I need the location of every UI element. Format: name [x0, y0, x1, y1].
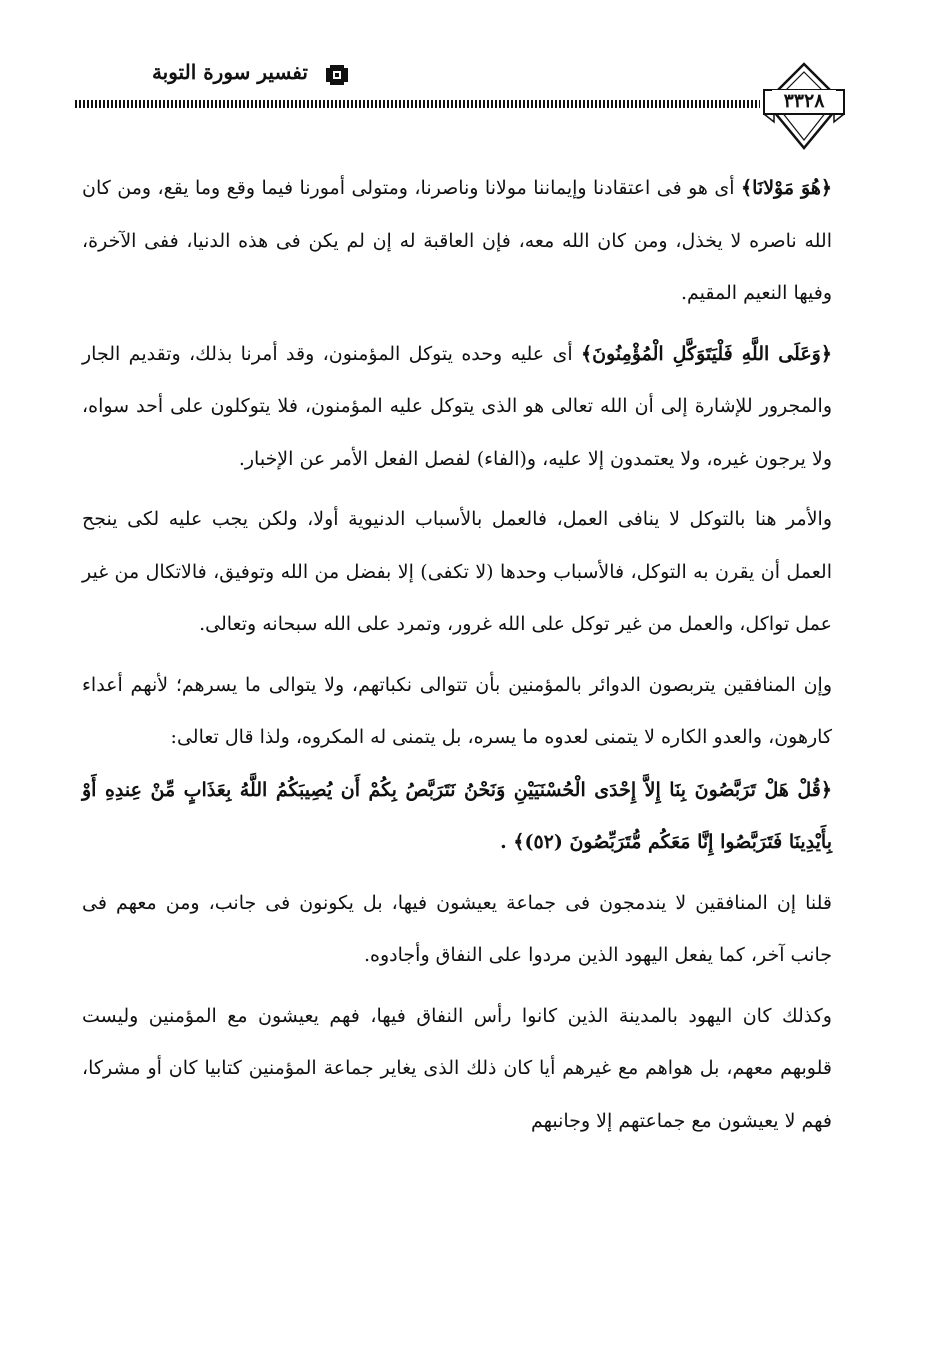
quran-verse: ﴿هُوَ مَوْلانَا﴾ — [740, 177, 833, 199]
paragraph-text: أى عليه وحده يتوكل المؤمنون، وقد أمرنا بذلك، وتقديم الجار والمجرور للإشارة إلى أن الله تعالى هو الذى يتوكل عليه المؤمنون، فلا يتوكلون على أحد سواه، ولا يرجون غيره، ولا يعتمدون إلا عليه، و(الفاء) لفصل الفعل الأمر عن الإخبار. — [82, 342, 832, 470]
paragraph — [82, 764, 832, 869]
header-rule — [75, 100, 760, 108]
paragraph — [82, 328, 832, 486]
page-header-title — [48, 60, 308, 84]
paragraph-text: وكذلك كان اليهود بالمدينة الذين كانوا رأس النفاق فيها، فهم يعيشون مع المؤمنين وليست قلوبهم معهم، بل هواهم مع غيرهم أيا كان ذلك الذى يغاير جماعة المؤمنين كتابيا كان أو مشركا، فهم لا يعيشون مع جماعتهم إلا وجانبهم — [82, 1004, 832, 1132]
paragraph — [82, 162, 832, 320]
paragraph-text: وإن المنافقين يتربصون الدوائر بالمؤمنين بأن تتوالى نكباتهم، ولا يتوالى ما يسرهم؛ لأنهم أعداء كارهون، والعدو الكاره لا يتمنى لعدوه ما يسره، بل يتمنى له المكروه، ولذا قال تعالى: — [82, 673, 832, 748]
paragraph — [82, 990, 832, 1148]
paragraph — [82, 659, 832, 764]
paragraph-text: قلنا إن المنافقين لا يندمجون فى جماعة يعيشون فيها، بل يكونون فى جانب، ومن معهم فى جانب آخر، كما يفعل اليهود الذين مردوا على النفاق وأجادوه. — [82, 891, 832, 966]
paragraph-text: والأمر هنا بالتوكل لا ينافى العمل، فالعمل بالأسباب الدنيوية أولا، ولكن يجب عليه لكى ينجح العمل أن يقرن به التوكل، فالأسباب وحدها (لا تكفى) إلا بفضل من الله وتوفيق، فالاتكال من غير عمل تواكل، والعمل من غير توكل على الله غرور، وتمرد على الله سبحانه وتعالى. — [82, 508, 832, 635]
quran-verse: ﴿قُلْ هَلْ تَرَبَّصُونَ بِنَا إِلاَّ إِحْدَى الْحُسْنَيَيْنِ وَنَحْنُ نَتَرَبَّصُ بِكُمْ أَن يُصِيبَكُمُ اللَّهُ بِعَذَابٍ مِّنْ عِندِهِ أَوْ بِأَيْدِينَا فَتَرَبَّصُوا إِنَّا مَعَكُم مُّتَرَبِّصُونَ (٥٢)﴾ . — [82, 778, 832, 853]
paragraph — [82, 493, 832, 651]
body-text — [82, 162, 832, 1147]
ornament-icon — [324, 64, 350, 86]
quran-verse: ﴿وَعَلَى اللَّهِ فَلْيَتَوَكَّلِ الْمُؤْمِنُونَ﴾ — [581, 342, 832, 365]
paragraph-text: أى هو فى اعتقادنا وإيماننا مولانا وناصرنا، ومتولى أمورنا فيما وقع وما يقع، ومن كان الله ناصره لا يخذل، ومن كان الله معه، فإن العاقبة له إن لم يكن فى هذه الدنيا، ففى الآخرة، وفيها النعيم المقيم. — [82, 177, 832, 304]
book-title: تفسير سورة التوبة — [151, 60, 308, 84]
paragraph — [82, 877, 832, 982]
page-number: ٣٣٢٨ — [772, 90, 836, 112]
